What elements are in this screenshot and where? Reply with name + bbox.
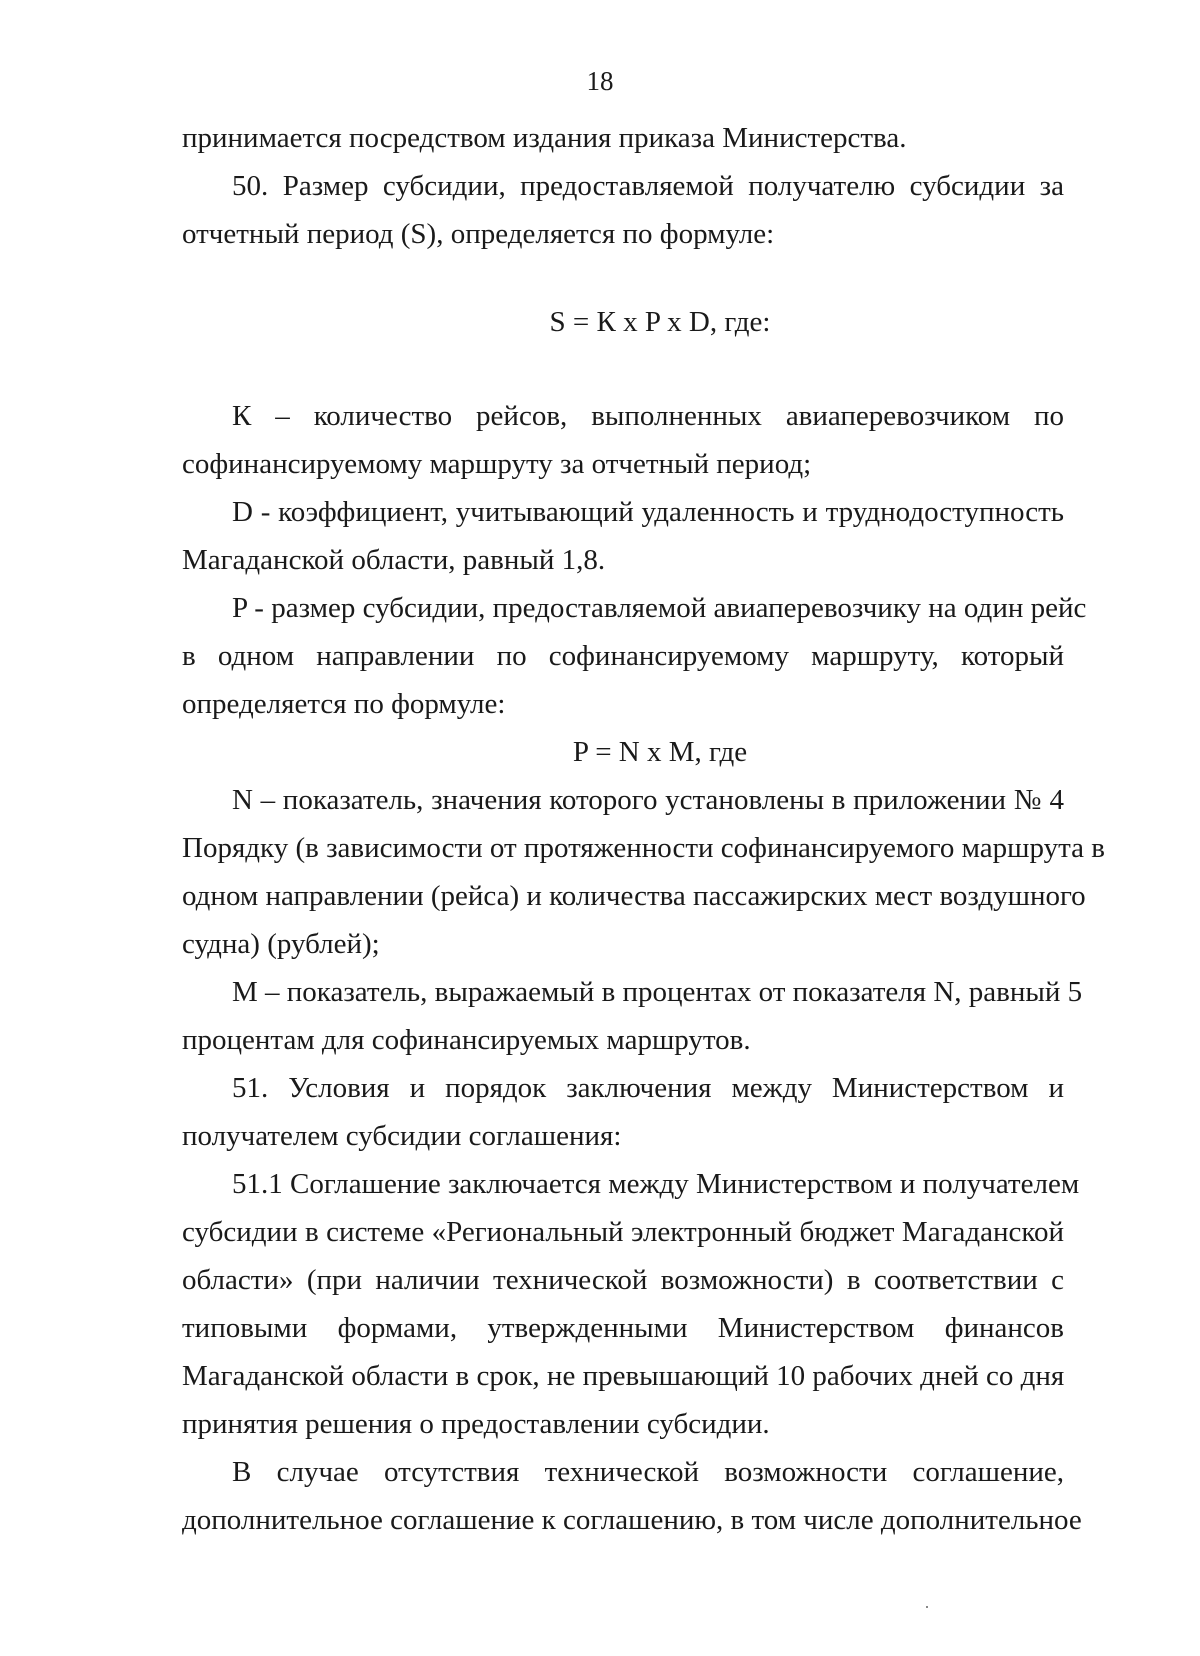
text-line: получателем субсидии соглашения: — [182, 1120, 622, 1152]
text-line: определяется по формуле: — [182, 688, 506, 720]
text-line: Магаданской области в срок, не превышающий 10 рабочих дней со дня — [182, 1360, 1065, 1392]
scan-speck — [926, 1606, 928, 1608]
page-number: 18 — [586, 66, 614, 96]
text-line-paragraph-no-tech: В случае отсутствия технической возможности соглашение, — [232, 1456, 1064, 1488]
text-line: принятия решения о предоставлении субсидии. — [182, 1408, 770, 1440]
definition-n: N – показатель, значения которого установлены в приложении № 4 — [232, 784, 1064, 816]
definition-m: M – показатель, выражаемый в процентах от показателя N, равный 5 — [232, 976, 1083, 1008]
text-line-paragraph-51-1: 51.1 Соглашение заключается между Министерством и получателем — [232, 1168, 1080, 1200]
text-line: субсидии в системе «Региональный электронный бюджет Магаданской — [182, 1216, 1064, 1248]
formula-p: P = N х M, где — [572, 736, 748, 768]
text-line: отчетный период (S), определяется по формуле: — [182, 218, 775, 250]
text-line: дополнительное соглашение к соглашению, в том числе дополнительное — [182, 1504, 1082, 1536]
text-line: области» (при наличии технической возможности) в соответствии с — [182, 1264, 1064, 1296]
definition-k: К – количество рейсов, выполненных авиаперевозчиком по — [232, 400, 1064, 432]
text-line: в одном направлении по софинансируемому маршруту, который — [182, 640, 1064, 672]
text-line-paragraph-50: 50. Размер субсидии, предоставляемой получателю субсидии за — [232, 170, 1064, 202]
formula-s: S = К х P х D, где: — [549, 306, 771, 338]
text-line: софинансируемому маршруту за отчетный период; — [182, 448, 812, 480]
text-line: типовыми формами, утвержденными Министерством финансов — [182, 1312, 1064, 1344]
definition-p: P - размер субсидии, предоставляемой авиаперевозчику на один рейс — [232, 592, 1087, 624]
text-line: одном направлении (рейса) и количества пассажирских мест воздушного — [182, 880, 1086, 912]
text-line: процентам для софинансируемых маршрутов. — [182, 1024, 751, 1056]
text-line: судна) (рублей); — [182, 928, 380, 960]
text-line: Магаданской области, равный 1,8. — [182, 544, 606, 576]
definition-d: D - коэффициент, учитывающий удаленность и труднодоступность — [232, 496, 1064, 528]
text-line: Порядку (в зависимости от протяженности софинансируемого маршрута в — [182, 832, 1105, 864]
text-line-paragraph-51: 51. Условия и порядок заключения между Министерством и — [232, 1072, 1064, 1104]
text-line: принимается посредством издания приказа Министерства. — [182, 122, 907, 154]
